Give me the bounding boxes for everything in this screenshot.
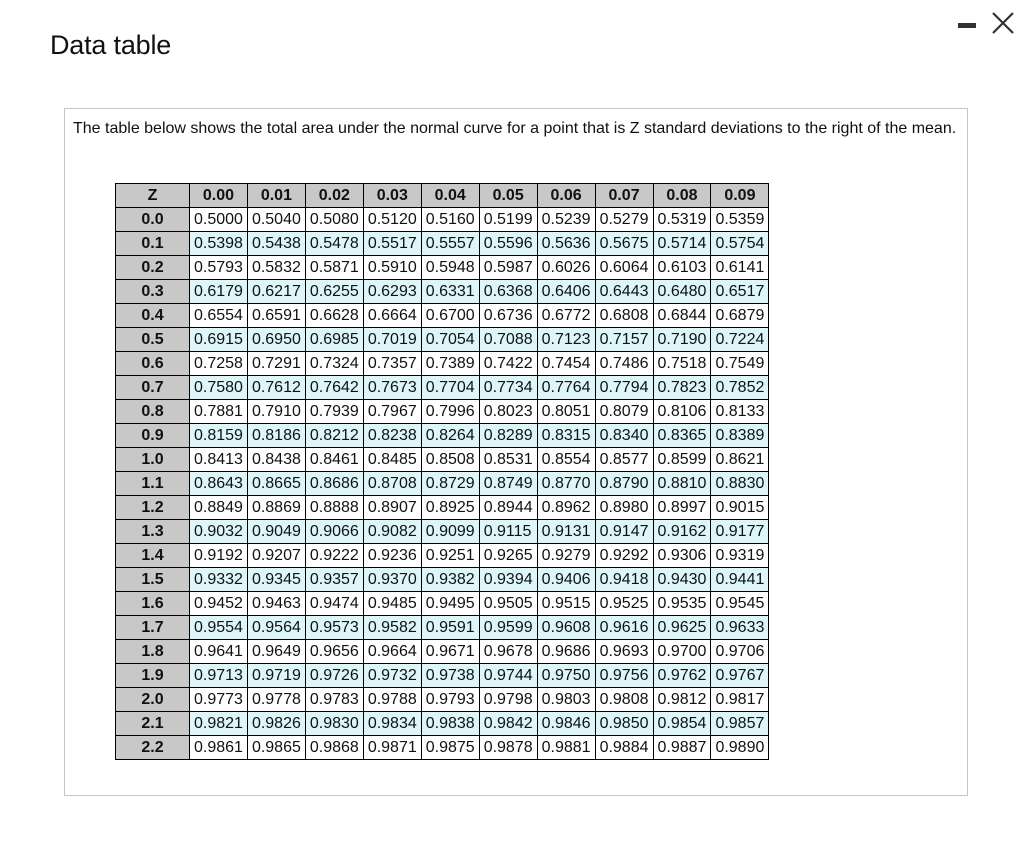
z-value-cell: 0.0 (116, 208, 190, 232)
area-value-cell: 0.9762 (653, 664, 711, 688)
area-value-cell: 0.8997 (653, 496, 711, 520)
area-value-cell: 0.7019 (363, 328, 421, 352)
area-value-cell: 0.5279 (595, 208, 653, 232)
area-value-cell: 0.6844 (653, 304, 711, 328)
area-value-cell: 0.7996 (421, 400, 479, 424)
area-value-cell: 0.8925 (421, 496, 479, 520)
table-row (116, 520, 769, 544)
area-value-cell: 0.8643 (190, 472, 248, 496)
area-value-cell: 0.5675 (595, 232, 653, 256)
area-value-cell: 0.9783 (305, 688, 363, 712)
z-value-cell: 1.3 (116, 520, 190, 544)
area-value-cell: 0.7967 (363, 400, 421, 424)
z-value-cell: 0.5 (116, 328, 190, 352)
area-value-cell: 0.7123 (537, 328, 595, 352)
area-value-cell: 0.8907 (363, 496, 421, 520)
area-value-cell: 0.5160 (421, 208, 479, 232)
area-value-cell: 0.9452 (190, 592, 248, 616)
area-value-cell: 0.8621 (711, 448, 769, 472)
area-value-cell: 0.7486 (595, 352, 653, 376)
area-value-cell: 0.5636 (537, 232, 595, 256)
window-controls (958, 10, 1016, 36)
area-value-cell: 0.9878 (479, 736, 537, 760)
area-value-cell: 0.9099 (421, 520, 479, 544)
z-value-cell: 0.1 (116, 232, 190, 256)
area-value-cell: 0.7258 (190, 352, 248, 376)
area-value-cell: 0.9582 (363, 616, 421, 640)
area-value-cell: 0.9808 (595, 688, 653, 712)
area-value-cell: 0.6554 (190, 304, 248, 328)
area-value-cell: 0.9049 (247, 520, 305, 544)
z-value-cell: 1.8 (116, 640, 190, 664)
area-value-cell: 0.5596 (479, 232, 537, 256)
column-header: 0.01 (247, 184, 305, 208)
area-value-cell: 0.6368 (479, 280, 537, 304)
area-value-cell: 0.9861 (190, 736, 248, 760)
minimize-icon[interactable] (958, 23, 976, 28)
area-value-cell: 0.8389 (711, 424, 769, 448)
z-value-cell: 0.9 (116, 424, 190, 448)
area-value-cell: 0.6141 (711, 256, 769, 280)
z-value-cell: 0.7 (116, 376, 190, 400)
area-value-cell: 0.7881 (190, 400, 248, 424)
area-value-cell: 0.9798 (479, 688, 537, 712)
area-value-cell: 0.9773 (190, 688, 248, 712)
area-value-cell: 0.8365 (653, 424, 711, 448)
area-value-cell: 0.9265 (479, 544, 537, 568)
area-value-cell: 0.9671 (421, 640, 479, 664)
area-value-cell: 0.8790 (595, 472, 653, 496)
area-value-cell: 0.6331 (421, 280, 479, 304)
area-value-cell: 0.5478 (305, 232, 363, 256)
area-value-cell: 0.9505 (479, 592, 537, 616)
area-value-cell: 0.5438 (247, 232, 305, 256)
area-value-cell: 0.8133 (711, 400, 769, 424)
area-value-cell: 0.7454 (537, 352, 595, 376)
area-value-cell: 0.8186 (247, 424, 305, 448)
area-value-cell: 0.8051 (537, 400, 595, 424)
area-value-cell: 0.9857 (711, 712, 769, 736)
area-value-cell: 0.9162 (653, 520, 711, 544)
area-value-cell: 0.8238 (363, 424, 421, 448)
area-value-cell: 0.5040 (247, 208, 305, 232)
table-header-row (116, 184, 769, 208)
dialog-title: Data table (50, 30, 172, 60)
table-row (116, 448, 769, 472)
area-value-cell: 0.9591 (421, 616, 479, 640)
area-value-cell: 0.9826 (247, 712, 305, 736)
column-header: 0.03 (363, 184, 421, 208)
area-value-cell: 0.7324 (305, 352, 363, 376)
area-value-cell: 0.8849 (190, 496, 248, 520)
area-value-cell: 0.9793 (421, 688, 479, 712)
area-value-cell: 0.6517 (711, 280, 769, 304)
area-value-cell: 0.8665 (247, 472, 305, 496)
area-value-cell: 0.9821 (190, 712, 248, 736)
area-value-cell: 0.9788 (363, 688, 421, 712)
area-value-cell: 0.6915 (190, 328, 248, 352)
area-value-cell: 0.8531 (479, 448, 537, 472)
table-row (116, 664, 769, 688)
area-value-cell: 0.5910 (363, 256, 421, 280)
column-header: 0.09 (711, 184, 769, 208)
area-value-cell: 0.9345 (247, 568, 305, 592)
area-value-cell: 0.5948 (421, 256, 479, 280)
area-value-cell: 0.9706 (711, 640, 769, 664)
area-value-cell: 0.5319 (653, 208, 711, 232)
area-value-cell: 0.7794 (595, 376, 653, 400)
area-value-cell: 0.7422 (479, 352, 537, 376)
area-value-cell: 0.6064 (595, 256, 653, 280)
area-value-cell: 0.9222 (305, 544, 363, 568)
area-value-cell: 0.6736 (479, 304, 537, 328)
area-value-cell: 0.5871 (305, 256, 363, 280)
table-row (116, 400, 769, 424)
area-value-cell: 0.7190 (653, 328, 711, 352)
area-value-cell: 0.9192 (190, 544, 248, 568)
table-row (116, 424, 769, 448)
area-value-cell: 0.9495 (421, 592, 479, 616)
area-value-cell: 0.8554 (537, 448, 595, 472)
table-row (116, 712, 769, 736)
area-value-cell: 0.9865 (247, 736, 305, 760)
area-value-cell: 0.9535 (653, 592, 711, 616)
z-value-cell: 2.1 (116, 712, 190, 736)
area-value-cell: 0.9700 (653, 640, 711, 664)
column-header: 0.04 (421, 184, 479, 208)
z-value-cell: 1.7 (116, 616, 190, 640)
area-value-cell: 0.9441 (711, 568, 769, 592)
z-value-cell: 1.6 (116, 592, 190, 616)
area-value-cell: 0.8159 (190, 424, 248, 448)
area-value-cell: 0.9842 (479, 712, 537, 736)
z-value-cell: 1.9 (116, 664, 190, 688)
area-value-cell: 0.5120 (363, 208, 421, 232)
area-value-cell: 0.8079 (595, 400, 653, 424)
close-icon[interactable] (990, 10, 1016, 36)
table-row (116, 568, 769, 592)
area-value-cell: 0.9887 (653, 736, 711, 760)
area-value-cell: 0.5793 (190, 256, 248, 280)
table-row (116, 472, 769, 496)
area-value-cell: 0.9236 (363, 544, 421, 568)
column-header: 0.07 (595, 184, 653, 208)
area-value-cell: 0.9279 (537, 544, 595, 568)
area-value-cell: 0.5239 (537, 208, 595, 232)
area-value-cell: 0.9678 (479, 640, 537, 664)
table-row (116, 232, 769, 256)
table-row (116, 640, 769, 664)
area-value-cell: 0.7852 (711, 376, 769, 400)
area-value-cell: 0.8869 (247, 496, 305, 520)
area-value-cell: 0.9719 (247, 664, 305, 688)
table-row (116, 688, 769, 712)
area-value-cell: 0.9625 (653, 616, 711, 640)
area-value-cell: 0.7704 (421, 376, 479, 400)
area-value-cell: 0.8708 (363, 472, 421, 496)
area-value-cell: 0.9884 (595, 736, 653, 760)
area-value-cell: 0.9332 (190, 568, 248, 592)
area-value-cell: 0.8962 (537, 496, 595, 520)
area-value-cell: 0.9778 (247, 688, 305, 712)
table-row (116, 496, 769, 520)
area-value-cell: 0.9686 (537, 640, 595, 664)
area-value-cell: 0.5714 (653, 232, 711, 256)
area-value-cell: 0.7910 (247, 400, 305, 424)
area-value-cell: 0.9854 (653, 712, 711, 736)
area-value-cell: 0.9738 (421, 664, 479, 688)
z-value-cell: 0.8 (116, 400, 190, 424)
z-value-cell: 1.5 (116, 568, 190, 592)
area-value-cell: 0.9732 (363, 664, 421, 688)
area-value-cell: 0.5199 (479, 208, 537, 232)
column-header: 0.02 (305, 184, 363, 208)
area-value-cell: 0.9608 (537, 616, 595, 640)
area-value-cell: 0.5080 (305, 208, 363, 232)
area-value-cell: 0.9474 (305, 592, 363, 616)
area-value-cell: 0.9812 (653, 688, 711, 712)
area-value-cell: 0.9394 (479, 568, 537, 592)
area-value-cell: 0.9032 (190, 520, 248, 544)
area-value-cell: 0.6480 (653, 280, 711, 304)
table-row (116, 208, 769, 232)
area-value-cell: 0.9319 (711, 544, 769, 568)
z-value-cell: 1.4 (116, 544, 190, 568)
column-header: 0.00 (190, 184, 248, 208)
area-value-cell: 0.9641 (190, 640, 248, 664)
area-value-cell: 0.6985 (305, 328, 363, 352)
area-value-cell: 0.7389 (421, 352, 479, 376)
area-value-cell: 0.6103 (653, 256, 711, 280)
area-value-cell: 0.6664 (363, 304, 421, 328)
area-value-cell: 0.9015 (711, 496, 769, 520)
area-value-cell: 0.7734 (479, 376, 537, 400)
area-value-cell: 0.9830 (305, 712, 363, 736)
area-value-cell: 0.9463 (247, 592, 305, 616)
area-value-cell: 0.6443 (595, 280, 653, 304)
area-value-cell: 0.7549 (711, 352, 769, 376)
area-value-cell: 0.9131 (537, 520, 595, 544)
area-value-cell: 0.5000 (190, 208, 248, 232)
table-row (116, 304, 769, 328)
area-value-cell: 0.8599 (653, 448, 711, 472)
area-value-cell: 0.8980 (595, 496, 653, 520)
area-value-cell: 0.9875 (421, 736, 479, 760)
area-value-cell: 0.7291 (247, 352, 305, 376)
area-value-cell: 0.9767 (711, 664, 769, 688)
area-value-cell: 0.9656 (305, 640, 363, 664)
z-value-cell: 1.2 (116, 496, 190, 520)
area-value-cell: 0.5754 (711, 232, 769, 256)
area-value-cell: 0.9850 (595, 712, 653, 736)
area-value-cell: 0.9082 (363, 520, 421, 544)
area-value-cell: 0.9525 (595, 592, 653, 616)
area-value-cell: 0.9177 (711, 520, 769, 544)
area-value-cell: 0.8264 (421, 424, 479, 448)
table-row (116, 376, 769, 400)
area-value-cell: 0.9251 (421, 544, 479, 568)
table-row (116, 328, 769, 352)
area-value-cell: 0.8289 (479, 424, 537, 448)
area-value-cell: 0.7157 (595, 328, 653, 352)
area-value-cell: 0.9616 (595, 616, 653, 640)
area-value-cell: 0.8315 (537, 424, 595, 448)
area-value-cell: 0.9357 (305, 568, 363, 592)
area-value-cell: 0.9803 (537, 688, 595, 712)
table-row (116, 736, 769, 760)
area-value-cell: 0.7764 (537, 376, 595, 400)
column-header: 0.08 (653, 184, 711, 208)
area-value-cell: 0.8485 (363, 448, 421, 472)
area-value-cell: 0.5557 (421, 232, 479, 256)
table-body (116, 208, 769, 760)
area-value-cell: 0.7580 (190, 376, 248, 400)
area-value-cell: 0.8729 (421, 472, 479, 496)
area-value-cell: 0.5398 (190, 232, 248, 256)
area-value-cell: 0.6179 (190, 280, 248, 304)
z-column-header: Z (116, 184, 190, 208)
area-value-cell: 0.9115 (479, 520, 537, 544)
table-row (116, 280, 769, 304)
z-value-cell: 1.0 (116, 448, 190, 472)
z-value-cell: 0.2 (116, 256, 190, 280)
area-value-cell: 0.6808 (595, 304, 653, 328)
table-description: The table below shows the total area under the normal curve for a point that is Z standard deviations to the right of the mean. (73, 120, 957, 137)
z-value-cell: 2.2 (116, 736, 190, 760)
area-value-cell: 0.6700 (421, 304, 479, 328)
area-value-cell: 0.6293 (363, 280, 421, 304)
area-value-cell: 0.9817 (711, 688, 769, 712)
z-value-cell: 0.4 (116, 304, 190, 328)
area-value-cell: 0.7518 (653, 352, 711, 376)
area-value-cell: 0.8461 (305, 448, 363, 472)
area-value-cell: 0.9871 (363, 736, 421, 760)
area-value-cell: 0.6628 (305, 304, 363, 328)
area-value-cell: 0.9370 (363, 568, 421, 592)
area-value-cell: 0.8944 (479, 496, 537, 520)
area-value-cell: 0.9207 (247, 544, 305, 568)
area-value-cell: 0.8888 (305, 496, 363, 520)
area-value-cell: 0.8577 (595, 448, 653, 472)
area-value-cell: 0.9713 (190, 664, 248, 688)
area-value-cell: 0.6950 (247, 328, 305, 352)
column-header: 0.05 (479, 184, 537, 208)
area-value-cell: 0.6026 (537, 256, 595, 280)
area-value-cell: 0.9693 (595, 640, 653, 664)
column-header: 0.06 (537, 184, 595, 208)
table-row (116, 592, 769, 616)
area-value-cell: 0.8830 (711, 472, 769, 496)
area-value-cell: 0.5359 (711, 208, 769, 232)
area-value-cell: 0.9834 (363, 712, 421, 736)
area-value-cell: 0.7224 (711, 328, 769, 352)
area-value-cell: 0.8508 (421, 448, 479, 472)
area-value-cell: 0.9726 (305, 664, 363, 688)
area-value-cell: 0.7357 (363, 352, 421, 376)
table-row (116, 256, 769, 280)
area-value-cell: 0.9485 (363, 592, 421, 616)
area-value-cell: 0.8413 (190, 448, 248, 472)
area-value-cell: 0.7088 (479, 328, 537, 352)
area-value-cell: 0.9750 (537, 664, 595, 688)
z-value-cell: 0.6 (116, 352, 190, 376)
area-value-cell: 0.5517 (363, 232, 421, 256)
area-value-cell: 0.6591 (247, 304, 305, 328)
area-value-cell: 0.9066 (305, 520, 363, 544)
area-value-cell: 0.9573 (305, 616, 363, 640)
area-value-cell: 0.9868 (305, 736, 363, 760)
area-value-cell: 0.8212 (305, 424, 363, 448)
area-value-cell: 0.9382 (421, 568, 479, 592)
area-value-cell: 0.9418 (595, 568, 653, 592)
area-value-cell: 0.7823 (653, 376, 711, 400)
area-value-cell: 0.7642 (305, 376, 363, 400)
area-value-cell: 0.9430 (653, 568, 711, 592)
area-value-cell: 0.9890 (711, 736, 769, 760)
area-value-cell: 0.8810 (653, 472, 711, 496)
area-value-cell: 0.9515 (537, 592, 595, 616)
area-value-cell: 0.6255 (305, 280, 363, 304)
area-value-cell: 0.7612 (247, 376, 305, 400)
area-value-cell: 0.8340 (595, 424, 653, 448)
area-value-cell: 0.9554 (190, 616, 248, 640)
z-value-cell: 1.1 (116, 472, 190, 496)
area-value-cell: 0.9756 (595, 664, 653, 688)
table-row (116, 616, 769, 640)
table-row (116, 352, 769, 376)
area-value-cell: 0.6217 (247, 280, 305, 304)
area-value-cell: 0.6879 (711, 304, 769, 328)
area-value-cell: 0.9564 (247, 616, 305, 640)
area-value-cell: 0.9633 (711, 616, 769, 640)
area-value-cell: 0.9147 (595, 520, 653, 544)
area-value-cell: 0.8106 (653, 400, 711, 424)
area-value-cell: 0.7939 (305, 400, 363, 424)
table-row (116, 544, 769, 568)
area-value-cell: 0.6406 (537, 280, 595, 304)
area-value-cell: 0.9292 (595, 544, 653, 568)
area-value-cell: 0.9599 (479, 616, 537, 640)
area-value-cell: 0.8749 (479, 472, 537, 496)
z-table (115, 183, 769, 760)
area-value-cell: 0.6772 (537, 304, 595, 328)
area-value-cell: 0.7673 (363, 376, 421, 400)
area-value-cell: 0.9545 (711, 592, 769, 616)
z-value-cell: 2.0 (116, 688, 190, 712)
area-value-cell: 0.9846 (537, 712, 595, 736)
area-value-cell: 0.9649 (247, 640, 305, 664)
area-value-cell: 0.7054 (421, 328, 479, 352)
z-value-cell: 0.3 (116, 280, 190, 304)
area-value-cell: 0.9881 (537, 736, 595, 760)
data-table-panel[interactable] (64, 108, 968, 796)
area-value-cell: 0.9406 (537, 568, 595, 592)
area-value-cell: 0.9664 (363, 640, 421, 664)
area-value-cell: 0.5987 (479, 256, 537, 280)
area-value-cell: 0.8770 (537, 472, 595, 496)
area-value-cell: 0.9306 (653, 544, 711, 568)
area-value-cell: 0.5832 (247, 256, 305, 280)
area-value-cell: 0.8023 (479, 400, 537, 424)
area-value-cell: 0.9838 (421, 712, 479, 736)
area-value-cell: 0.8438 (247, 448, 305, 472)
area-value-cell: 0.8686 (305, 472, 363, 496)
area-value-cell: 0.9744 (479, 664, 537, 688)
